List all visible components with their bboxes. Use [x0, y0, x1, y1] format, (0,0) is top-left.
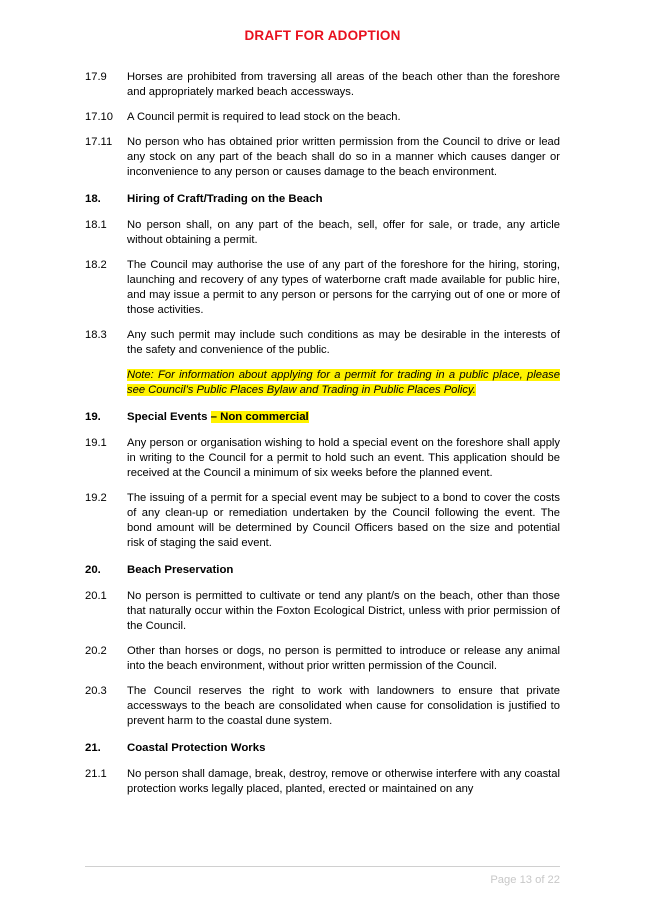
clause-19-1 [85, 436, 560, 481]
clause-18-2 [85, 258, 560, 318]
clause-text: No person shall damage, break, destroy, remove or otherwise interfere with any coastal protection works legally placed, planted, erected or maintained on any [127, 768, 560, 795]
section-title: Special Events [127, 411, 208, 423]
clause-text: A Council permit is required to lead stock on the beach. [127, 111, 401, 123]
clause-text: The Council may authorise the use of any part of the foreshore for the hiring, storing, launching and recovery of any types of waterborne craft made available for public hire, and may issue a permit to any person or persons for the carrying out of one or more of those activities. [127, 259, 560, 316]
section-title: Beach Preservation [127, 564, 234, 576]
clause-text: The Council reserves the right to work with landowners to ensure that private accessways to the beach are consolidated when cause for consolidation is justified to prevent harm to the coastal dune system. [127, 685, 560, 727]
clause-text: Horses are prohibited from traversing all areas of the beach other than the foreshore and appropriately marked beach accessways. [127, 71, 560, 98]
clause-text: Any person or organisation wishing to hold a special event on the foreshore shall apply in writing to the Council for a permit to hold such an event. This application should be received at the Council a minimum of six weeks before the planned event. [127, 437, 560, 479]
clause-text: The issuing of a permit for a special event may be subject to a bond to cover the costs of any clean-up or remediation undertaken by the Council following the event. The bond amount will be determined by Council Officers based on the size and potential risk of staging the said event. [127, 492, 560, 549]
clause-number: 21.1 [85, 768, 107, 780]
clause-17-11 [85, 135, 560, 180]
section-number: 19. [85, 411, 101, 423]
footer-divider [85, 866, 560, 867]
clause-number: 19.1 [85, 437, 107, 449]
clause-text: No person who has obtained prior written permission from the Council to drive or lead any stock on any part of the beach shall do so in a manner which causes danger or inconvenience to any person or causes damage to the beach environment. [127, 136, 560, 178]
document-body [85, 70, 560, 807]
clause-text: Any such permit may include such conditions as may be desirable in the interests of the safety and convenience of the public. [127, 329, 560, 356]
section-title-wrap [127, 410, 309, 425]
section-title: Hiring of Craft/Trading on the Beach [127, 193, 323, 205]
clause-number: 18.3 [85, 329, 107, 341]
clause-18-3 [85, 328, 560, 358]
clause-20-3 [85, 684, 560, 729]
section-21-heading [85, 741, 560, 756]
draft-header: DRAFT FOR ADOPTION [244, 28, 401, 43]
highlighted-note-text: Note: For information about applying for a permit for trading in a public place, please see Council’s Public Places Bylaw and Trading in Public Places Policy. [127, 369, 560, 396]
clause-17-10 [85, 110, 560, 125]
clause-number: 17.10 [85, 111, 113, 123]
clause-18-1 [85, 218, 560, 248]
section-title-highlight: – Non commercial [210, 411, 309, 423]
clause-number: 20.2 [85, 645, 107, 657]
clause-number: 18.2 [85, 259, 107, 271]
section-title: Coastal Protection Works [127, 742, 266, 754]
trading-note [127, 368, 560, 398]
clause-number: 20.1 [85, 590, 107, 602]
clause-21-1 [85, 767, 560, 797]
clause-text: Other than horses or dogs, no person is permitted to introduce or release any animal into the beach environment, without prior written permission of the Council. [127, 645, 560, 672]
section-20-heading [85, 563, 560, 578]
section-number: 21. [85, 742, 101, 754]
clause-number: 20.3 [85, 685, 107, 697]
clause-20-1 [85, 589, 560, 634]
clause-number: 18.1 [85, 219, 107, 231]
section-number: 20. [85, 564, 101, 576]
clause-number: 17.9 [85, 71, 107, 83]
page-number: Page 13 of 22 [490, 874, 560, 886]
clause-text: No person shall, on any part of the beach, sell, offer for sale, or trade, any article without obtaining a permit. [127, 219, 560, 246]
clause-17-9 [85, 70, 560, 100]
section-number: 18. [85, 193, 101, 205]
clause-number: 17.11 [85, 136, 113, 148]
clause-20-2 [85, 644, 560, 674]
clause-text: No person is permitted to cultivate or tend any plant/s on the beach, other than those that naturally occur within the Foxton Ecological District, unless with prior permission of the Council. [127, 590, 560, 632]
clause-number: 19.2 [85, 492, 107, 504]
clause-19-2 [85, 491, 560, 551]
section-18-heading [85, 192, 560, 207]
section-19-heading [85, 410, 560, 425]
